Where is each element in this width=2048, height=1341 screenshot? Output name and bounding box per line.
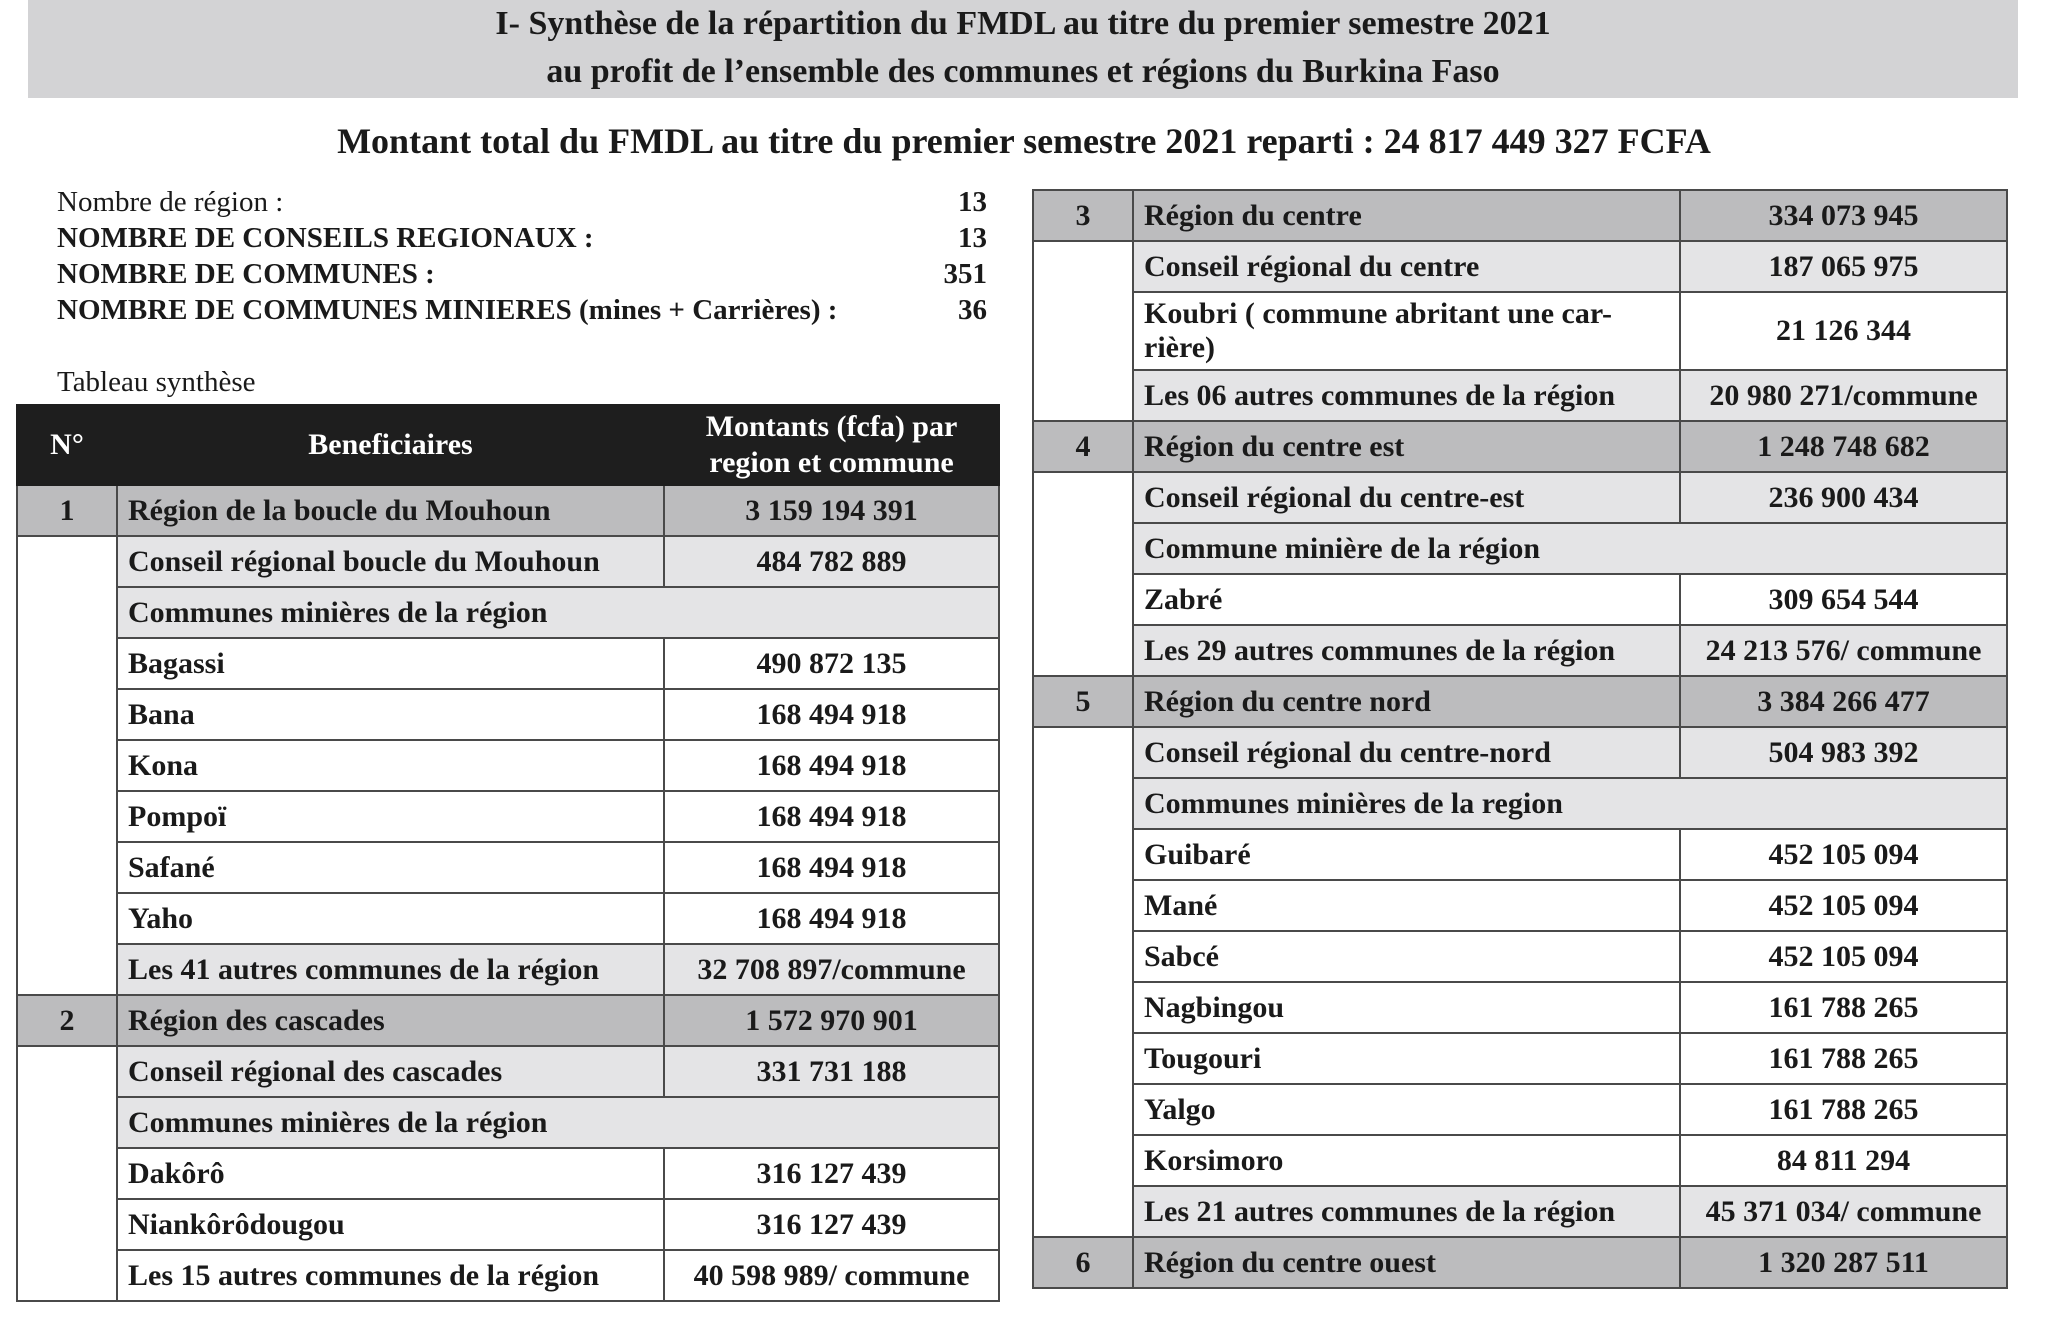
title-banner [28,0,2018,98]
table-row [17,842,999,893]
beneficiary-amount: 452 105 094 [1680,829,2007,880]
beneficiary-name: Bagassi [117,638,664,689]
beneficiary-amount: 168 494 918 [664,689,999,740]
section-label: Communes minières de la région [117,1097,999,1148]
beneficiary-name: Guibaré [1133,829,1680,880]
section-label: Commune minière de la région [1133,523,2007,574]
table-row [17,893,999,944]
beneficiary-name: Kona [117,740,664,791]
stat-row [57,184,987,220]
stat-row [57,292,987,328]
beneficiary-name: Pompoï [117,791,664,842]
header-number: N° [17,405,117,485]
beneficiary-amount: 236 900 434 [1680,472,2007,523]
table-row [1033,880,2007,931]
section-label: Communes minières de la région [117,587,999,638]
beneficiary-amount: 161 788 265 [1680,1033,2007,1084]
beneficiary-name: Nagbingou [1133,982,1680,1033]
beneficiary-amount: 452 105 094 [1680,931,2007,982]
region-name: Région de la boucle du Mouhoun [117,485,664,536]
empty-number-cell [17,1046,117,1301]
table-row [17,536,999,587]
stat-value: 36 [958,294,987,326]
stat-row [57,220,987,256]
beneficiary-amount: 316 127 439 [664,1199,999,1250]
section-label: Communes minières de la region [1133,778,2007,829]
table-row [1033,574,2007,625]
table-row [1033,523,2007,574]
table-row [1033,727,2007,778]
beneficiary-amount: 168 494 918 [664,842,999,893]
table-row [1033,241,2007,292]
table-row [1033,1033,2007,1084]
region-row [17,485,999,536]
beneficiary-amount: 168 494 918 [664,791,999,842]
beneficiary-amount: 484 782 889 [664,536,999,587]
region-number: 3 [1033,190,1133,241]
beneficiary-name: Koubri ( commune abritant une car-rière) [1133,292,1680,370]
table-row [1033,982,2007,1033]
beneficiary-name: Safané [117,842,664,893]
beneficiary-amount: 24 213 576/ commune [1680,625,2007,676]
region-amount: 1 248 748 682 [1680,421,2007,472]
summary-table-right [1032,189,2008,1289]
beneficiary-name: Yaho [117,893,664,944]
table-row [17,689,999,740]
beneficiary-name: Niankôrôdougou [117,1199,664,1250]
beneficiary-name: Les 29 autres communes de la région [1133,625,1680,676]
table-row [1033,1135,2007,1186]
empty-number-cell [1033,472,1133,676]
table-row [17,1097,999,1148]
stat-label: Nombre de région : [57,186,284,218]
total-amount-heading: Montant total du FMDL au titre du premier semestre 2021 reparti : 24 817 449 327 FCFA [337,121,1711,161]
beneficiary-name: Bana [117,689,664,740]
empty-number-cell [17,536,117,995]
beneficiary-name: Dakôrô [117,1148,664,1199]
beneficiary-name: Les 06 autres communes de la région [1133,370,1680,421]
beneficiary-amount: 168 494 918 [664,740,999,791]
region-name: Région des cascades [117,995,664,1046]
beneficiary-name: Conseil régional du centre-nord [1133,727,1680,778]
table-row [17,1250,999,1301]
beneficiary-amount: 161 788 265 [1680,1084,2007,1135]
beneficiary-name: Conseil régional du centre-est [1133,472,1680,523]
header-beneficiaries: Beneficiaires [117,405,664,485]
region-amount: 1 572 970 901 [664,995,999,1046]
region-row [1033,676,2007,727]
table-row [1033,472,2007,523]
table-row [1033,292,2007,370]
beneficiary-amount: 490 872 135 [664,638,999,689]
table-row [1033,370,2007,421]
beneficiary-name: Tougouri [1133,1033,1680,1084]
beneficiary-name: Conseil régional boucle du Mouhoun [117,536,664,587]
region-row [1033,190,2007,241]
beneficiary-amount: 161 788 265 [1680,982,2007,1033]
summary-stats [57,184,987,328]
beneficiary-amount: 40 598 989/ commune [664,1250,999,1301]
table-row [1033,829,2007,880]
stat-row [57,256,987,292]
beneficiary-amount: 187 065 975 [1680,241,2007,292]
region-row [17,995,999,1046]
beneficiary-name: Zabré [1133,574,1680,625]
beneficiary-amount: 21 126 344 [1680,292,2007,370]
beneficiary-amount: 168 494 918 [664,893,999,944]
region-amount: 3 384 266 477 [1680,676,2007,727]
region-name: Région du centre nord [1133,676,1680,727]
table-row [1033,778,2007,829]
region-name: Région du centre est [1133,421,1680,472]
beneficiary-name: Yalgo [1133,1084,1680,1135]
table-row [1033,625,2007,676]
stat-value: 13 [958,186,987,218]
region-number: 6 [1033,1237,1133,1288]
table-row [17,740,999,791]
table-caption: Tableau synthèse [57,366,256,398]
region-name: Région du centre ouest [1133,1237,1680,1288]
summary-table-left [16,404,1000,1302]
beneficiary-name: Conseil régional des cascades [117,1046,664,1097]
stat-value: 13 [958,222,987,254]
stat-value: 351 [943,258,987,290]
empty-number-cell [1033,727,1133,1237]
beneficiary-amount: 20 980 271/commune [1680,370,2007,421]
beneficiary-amount: 316 127 439 [664,1148,999,1199]
region-number: 2 [17,995,117,1046]
region-amount: 334 073 945 [1680,190,2007,241]
beneficiary-name: Les 15 autres communes de la région [117,1250,664,1301]
table-row [17,791,999,842]
stat-label: NOMBRE DE CONSEILS REGIONAUX : [57,222,594,254]
stat-label: NOMBRE DE COMMUNES MINIERES (mines + Carrières) : [57,294,838,326]
beneficiary-amount: 504 983 392 [1680,727,2007,778]
region-row [1033,1237,2007,1288]
beneficiary-amount: 45 371 034/ commune [1680,1186,2007,1237]
table-row [1033,1186,2007,1237]
title-line-2: au profit de l’ensemble des communes et régions du Burkina Faso [546,53,1500,90]
table-row [17,1046,999,1097]
beneficiary-amount: 32 708 897/commune [664,944,999,995]
stat-label: NOMBRE DE COMMUNES : [57,258,435,290]
region-number: 4 [1033,421,1133,472]
region-amount: 3 159 194 391 [664,485,999,536]
beneficiary-name: Les 41 autres communes de la région [117,944,664,995]
beneficiary-name: Les 21 autres communes de la région [1133,1186,1680,1237]
region-row [1033,421,2007,472]
beneficiary-name: Sabcé [1133,931,1680,982]
beneficiary-amount: 84 811 294 [1680,1135,2007,1186]
beneficiary-amount: 331 731 188 [664,1046,999,1097]
header-amounts: Montants (fcfa) par region et commune [664,405,999,485]
beneficiary-amount: 309 654 544 [1680,574,2007,625]
empty-number-cell [1033,241,1133,421]
beneficiary-name: Mané [1133,880,1680,931]
table-header-row [17,405,999,485]
table-row [17,1199,999,1250]
table-row [17,587,999,638]
title-line-1: I- Synthèse de la répartition du FMDL au titre du premier semestre 2021 [495,5,1551,42]
beneficiary-name: Korsimoro [1133,1135,1680,1186]
table-row [1033,931,2007,982]
table-row [1033,1084,2007,1135]
table-row [17,638,999,689]
table-row [17,1148,999,1199]
region-number: 1 [17,485,117,536]
region-name: Région du centre [1133,190,1680,241]
beneficiary-name: Conseil régional du centre [1133,241,1680,292]
region-number: 5 [1033,676,1133,727]
beneficiary-amount: 452 105 094 [1680,880,2007,931]
table-row [17,944,999,995]
region-amount: 1 320 287 511 [1680,1237,2007,1288]
